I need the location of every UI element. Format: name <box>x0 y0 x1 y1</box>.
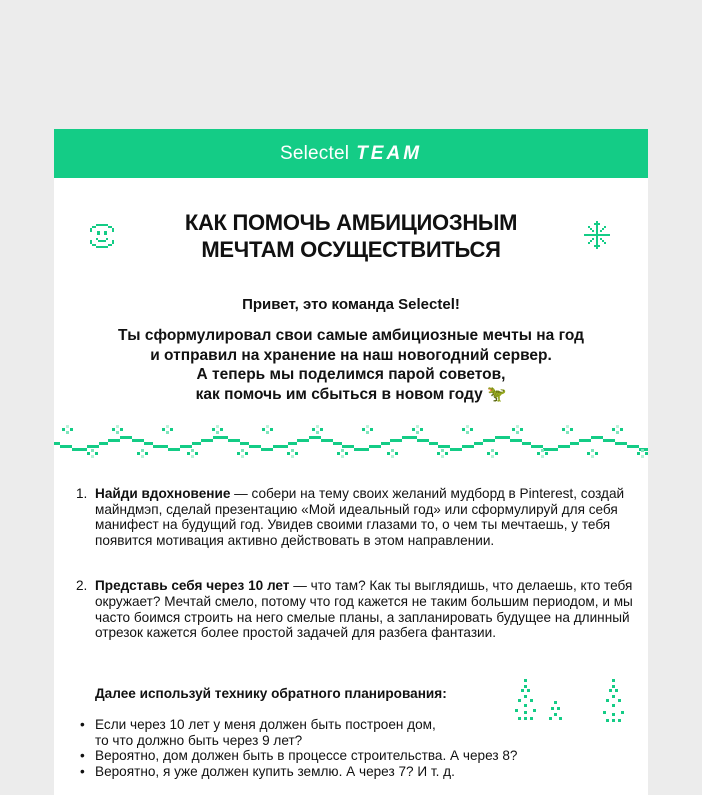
header-bar <box>54 129 648 178</box>
intro-line-3: А теперь мы поделимся парой советов, <box>196 366 506 383</box>
title-line-1: КАК ПОМОЧЬ АМБИЦИОЗНЫМ <box>184 210 518 235</box>
bullet-line: Вероятно, я уже должен купить землю. А через 7? И т. д. <box>95 763 455 779</box>
bullet-line: Вероятно, дом должен быть в процессе строительства. А через 8? <box>95 748 518 764</box>
list-item <box>76 578 636 640</box>
list-item <box>80 764 517 780</box>
item-text <box>95 486 636 548</box>
garland-decoration <box>54 422 648 462</box>
bullet-list <box>80 717 517 779</box>
bullet-line: Если через 10 лет у меня должен быть построен дом, <box>95 717 436 732</box>
item-body: — собери на тему своих желаний мудборд в Pinterest, создай майндмэп, сделай презентацию «Мой идеальный год» или сформулируй для себя манифест на будущий год. Увидев своими глазами то, о чем ты мечтаешь, у тебя появится мотивация активно действовать в этом направлении. <box>95 486 625 548</box>
team-logo: TEAM <box>356 142 423 164</box>
greeting: Привет, это команда Selectel! <box>242 296 460 313</box>
intro-line-4: как помочь им сбыться в новом году 🦖 <box>195 385 507 403</box>
bullet-mark: • <box>80 717 85 732</box>
advice-list <box>76 486 636 641</box>
item-heading: Представь себя через 10 лет <box>95 578 290 594</box>
list-item <box>80 717 517 748</box>
bullet-line: то что должно быть через 9 лет? <box>95 732 303 748</box>
bullet-mark: • <box>80 763 85 779</box>
item-heading: Найди вдохновение <box>95 486 231 501</box>
item-number: 1. <box>76 486 88 501</box>
intro-line-2: и отправил на хранение на наш новогодний сервер. <box>150 346 552 364</box>
pixel-trees-decoration <box>512 677 632 732</box>
list-item <box>80 748 517 764</box>
item-number: 2. <box>76 578 88 594</box>
list-item <box>76 486 636 548</box>
subheading: Далее используй технику обратного планирования: <box>95 686 447 701</box>
document-card <box>54 129 648 795</box>
intro-line-1: Ты сформулировал свои самые амбициозные мечты на год <box>118 327 584 344</box>
page-title <box>54 209 648 263</box>
item-text <box>95 578 636 640</box>
intro-text <box>54 326 648 404</box>
bullet-mark: • <box>80 748 85 764</box>
title-line-2: МЕЧТАМ ОСУЩЕСТВИТЬСЯ <box>201 237 501 262</box>
brand-logo: Selectel <box>279 142 350 164</box>
item-body: — что там? Как ты выглядишь, что делаешь, кто тебя окружает? Мечтай смело, потому что год кажется не таким большим периодом, и мы часто боимся строить на него смелые планы, а запланировать будущее на длинный отрезок кажется более простой задачей для разбега фантазии. <box>95 578 633 641</box>
